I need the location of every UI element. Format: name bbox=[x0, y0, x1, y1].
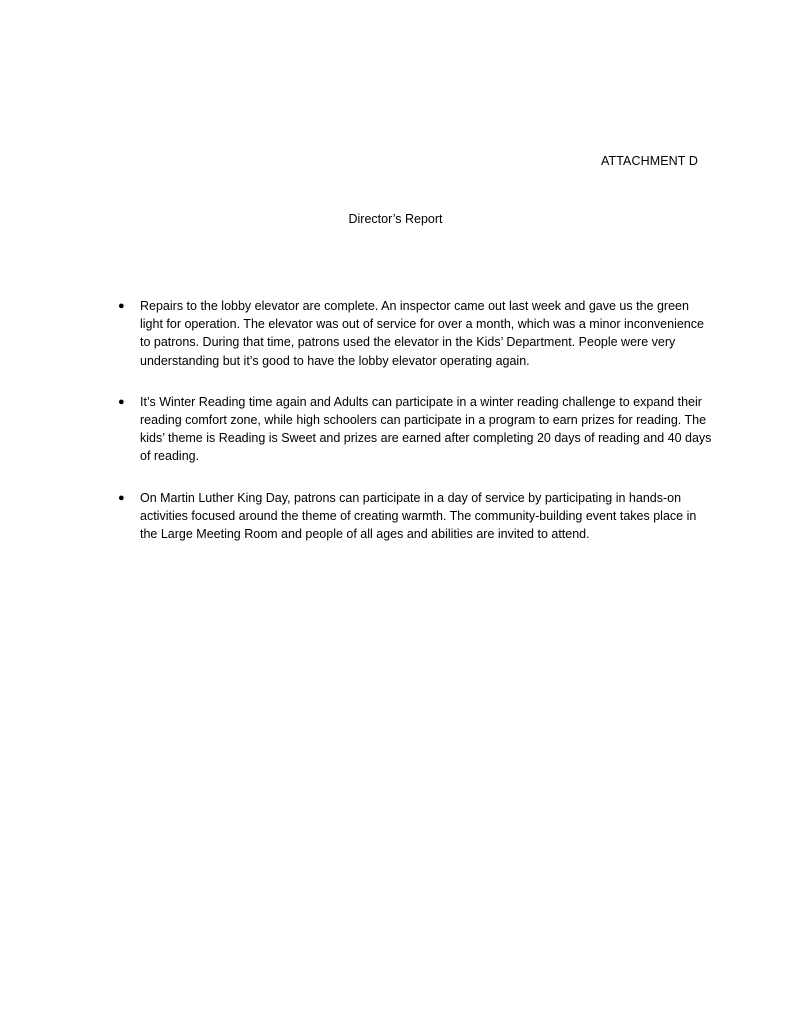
bullet-text: Repairs to the lobby elevator are complete. An inspector came out last week and gave us the green light for operation. The elevator was out of service for over a month, which was a minor inconvenience to patrons. During that time, patrons used the elevator in the Kids’ Department. People were very understanding but it’s good to have the lobby elevator operating again. bbox=[140, 299, 704, 368]
bullet-icon: ● bbox=[118, 395, 125, 408]
attachment-label: ATTACHMENT D bbox=[600, 154, 698, 168]
list-item bbox=[113, 297, 713, 370]
bullet-list bbox=[113, 297, 713, 566]
list-item bbox=[113, 489, 713, 544]
bullet-icon: ● bbox=[118, 300, 125, 312]
report-title: Director’s Report bbox=[348, 212, 443, 226]
list-item bbox=[113, 393, 713, 466]
bullet-text: It’s Winter Reading time again and Adults can participate in a winter reading challenge to expand their reading comfort zone, while high schoolers can participate in a program to earn prizes for reading. The kids’ theme is Reading is Sweet and prizes are earned after completing 20 days of reading and 40 days of reading. bbox=[140, 394, 712, 464]
bullet-text: On Martin Luther King Day, patrons can participate in a day of service by participating in hands-on activities focused around the theme of creating warmth. The community-building event takes place in the Large Meeting Room and people of all ages and abilities are invited to attend. bbox=[140, 490, 697, 542]
bullet-icon: ● bbox=[118, 491, 125, 504]
